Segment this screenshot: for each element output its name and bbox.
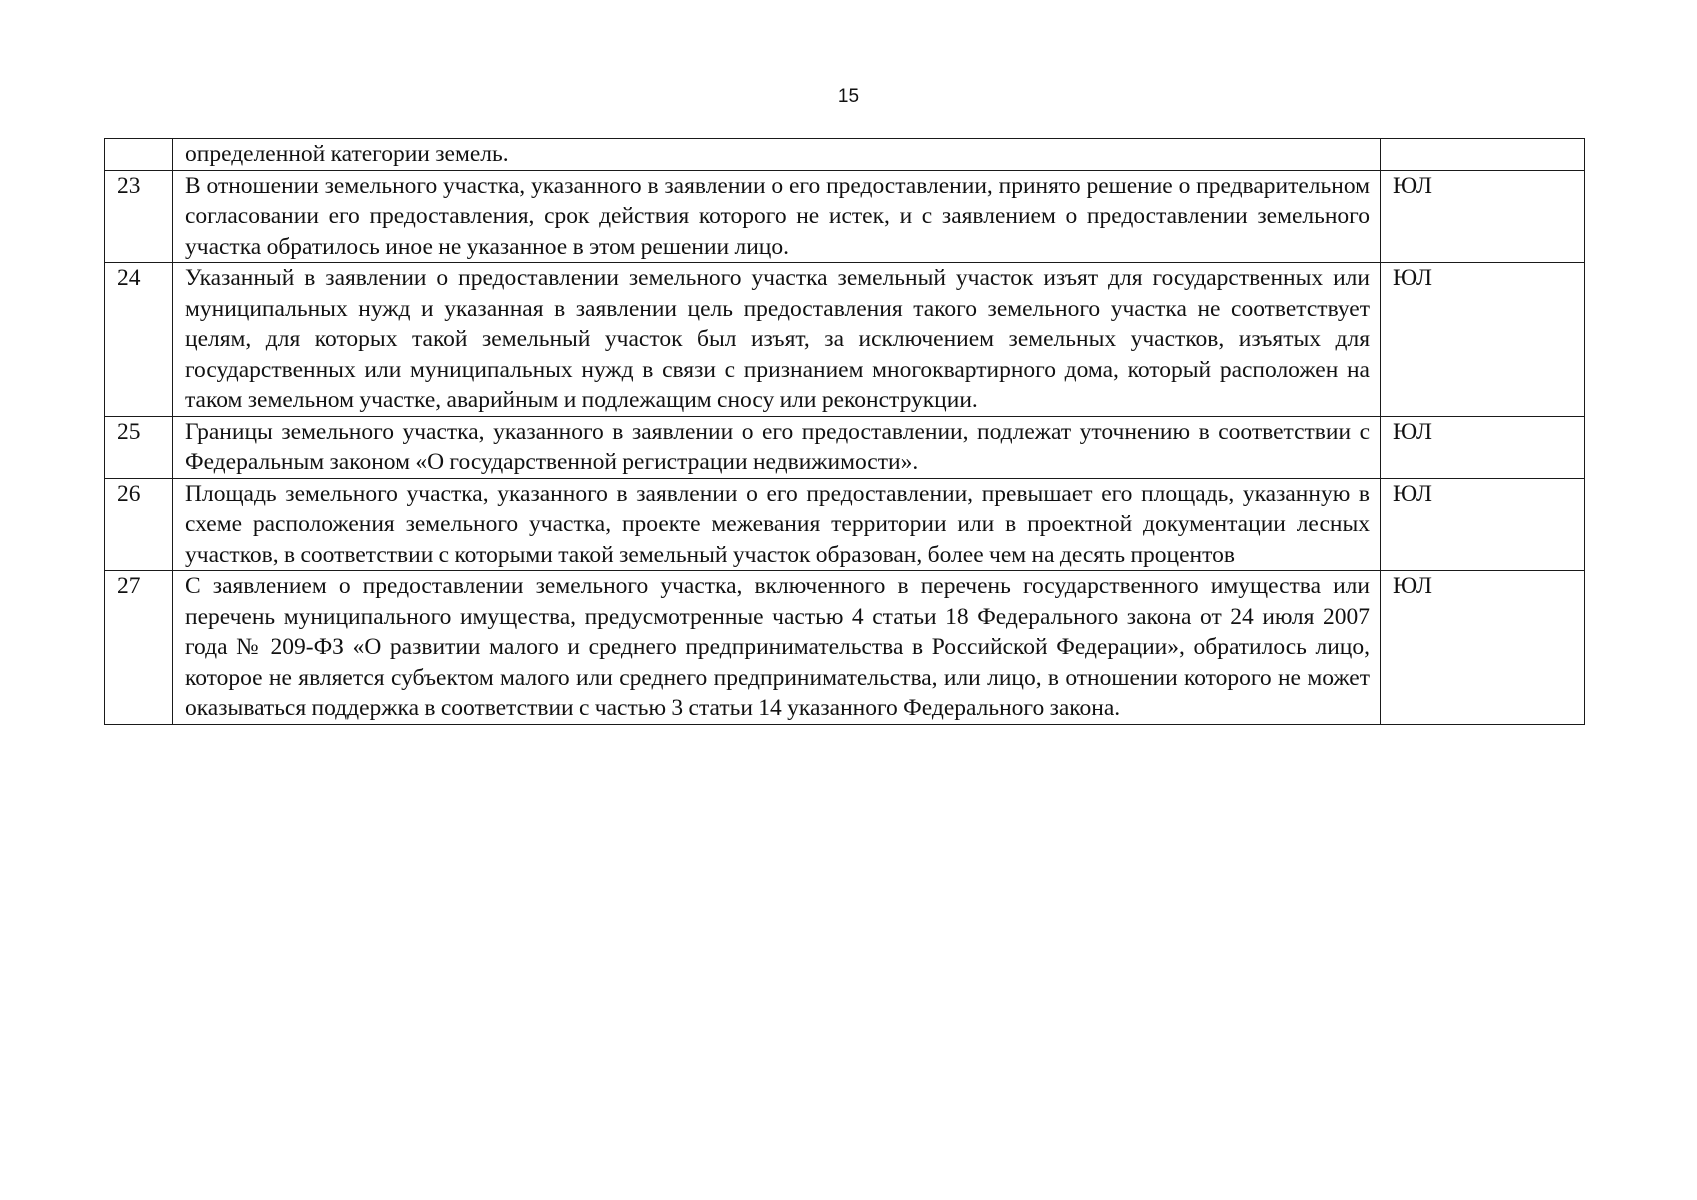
row-text: С заявлением о предоставлении земельного участка, включенного в перечень государственного имущества или перечень муниципального имущества, предусмотренные частью 4 статьи 18 Федерального закона от 24 июля 2007 года № 209-ФЗ «О развитии малого и среднего предпринимательства в Российской Федерации», обратилось лицо, которое не является субъектом малого или среднего предпринимательства, или лицо, в отношении которого не может оказываться поддержка в соответствии с частью 3 статьи 14 указанного Федерального закона. xyxy=(173,571,1381,725)
row-number: 25 xyxy=(105,416,173,478)
row-text: Границы земельного участка, указанного в заявлении о его предоставлении, подлежат уточнению в соответствии с Федеральным законом «О государственной регистрации недвижимости». xyxy=(173,416,1381,478)
row-number: 27 xyxy=(105,571,173,725)
row-number: 24 xyxy=(105,263,173,417)
row-applicant-type: ЮЛ xyxy=(1381,571,1585,725)
row-applicant-type xyxy=(1381,139,1585,171)
row-applicant-type: ЮЛ xyxy=(1381,263,1585,417)
row-applicant-type: ЮЛ xyxy=(1381,170,1585,263)
table-row xyxy=(105,478,1585,571)
page-number: 15 xyxy=(837,86,860,107)
row-number: 26 xyxy=(105,478,173,571)
table-row xyxy=(105,139,1585,171)
row-text: Указанный в заявлении о предоставлении земельного участка земельный участок изъят для государственных или муниципальных нужд и указанная в заявлении цель предоставления такого земельного участка не соответствует целям, для которых такой земельный участок был изъят, за исключением земельных участков, изъятых для государственных или муниципальных нужд в связи с признанием многоквартирного дома, который расположен на таком земельном участке, аварийным и подлежащим сносу или реконструкции. xyxy=(173,263,1381,417)
table-row xyxy=(105,263,1585,417)
row-text: В отношении земельного участка, указанного в заявлении о его предоставлении, принято решение о предварительном согласовании его предоставления, срок действия которого не истек, и с заявлением о предоставлении земельного участка обратилось иное не указанное в этом решении лицо. xyxy=(173,170,1381,263)
table-row xyxy=(105,571,1585,725)
row-number xyxy=(105,139,173,171)
refusal-grounds-table xyxy=(104,138,1585,725)
row-text: Площадь земельного участка, указанного в заявлении о его предоставлении, превышает его площадь, указанную в схеме расположения земельного участка, проекте межевания территории или в проектной документации лесных участков, в соответствии с которыми такой земельный участок образован, более чем на десять процентов xyxy=(173,478,1381,571)
row-applicant-type: ЮЛ xyxy=(1381,478,1585,571)
row-applicant-type: ЮЛ xyxy=(1381,416,1585,478)
table-row xyxy=(105,416,1585,478)
row-number: 23 xyxy=(105,170,173,263)
table-row xyxy=(105,170,1585,263)
row-text: определенной категории земель. xyxy=(173,139,1381,171)
